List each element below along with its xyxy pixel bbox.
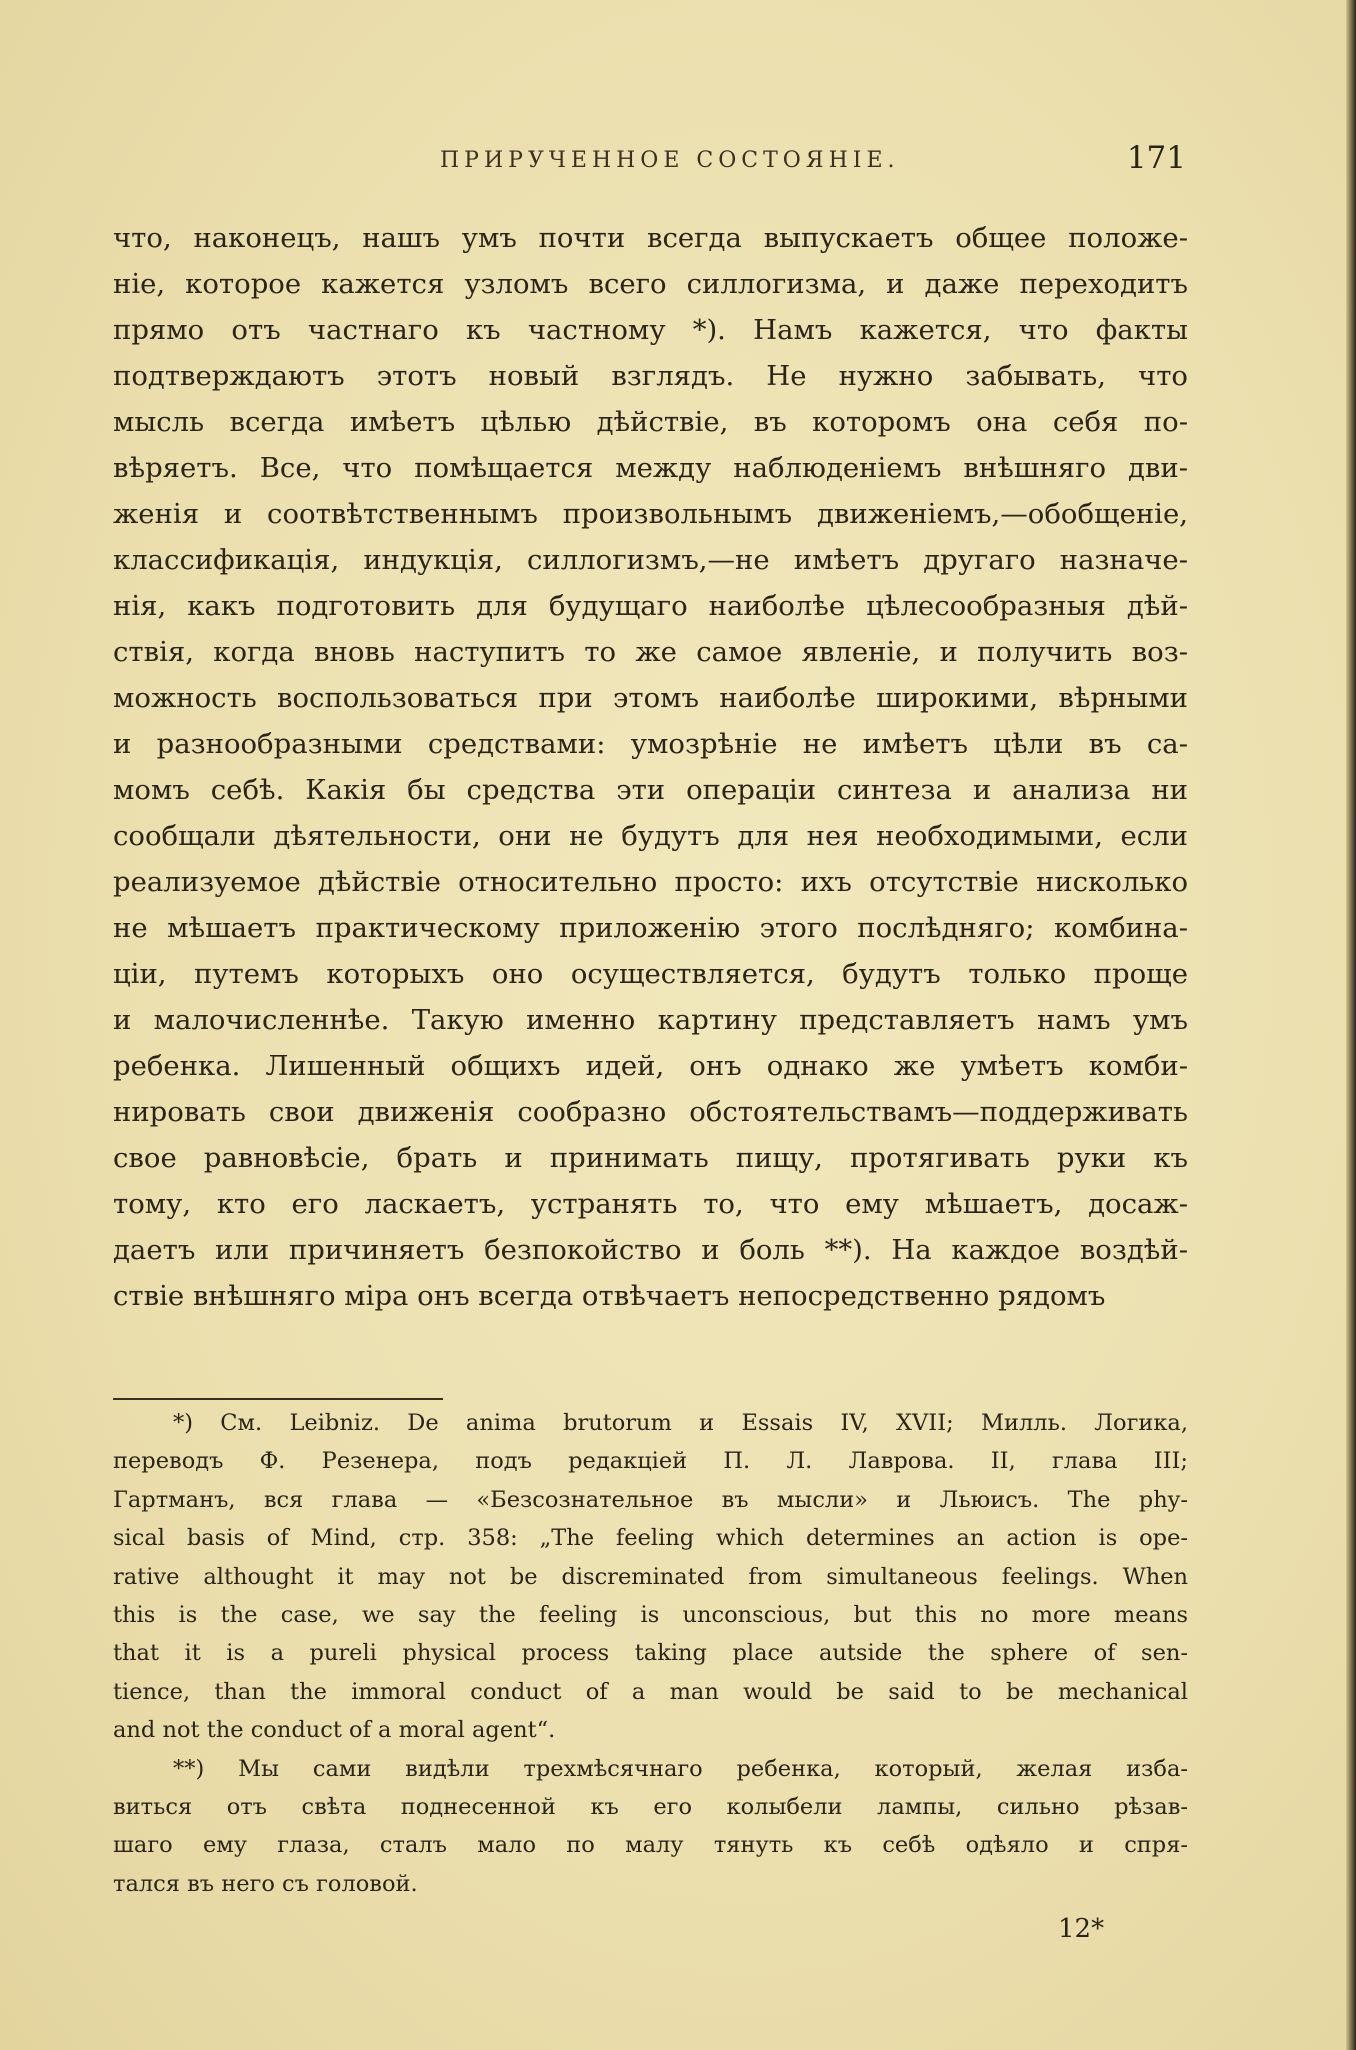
footnote-line: **) Мы сами видѣли трехмѣсячнаго ребенка, который, желая изба- <box>173 1755 1188 1782</box>
text-line: и малочисленнѣе. Такую именно картину представляетъ намъ умъ <box>113 1004 1188 1036</box>
text-line: прямо отъ частнаго къ частному *). Намъ кажется, что факты <box>113 314 1188 346</box>
text-line: и разнообразными средствами: умозрѣніе не имѣетъ цѣли въ са- <box>113 728 1188 760</box>
page-edge-shadow <box>1346 0 1356 2050</box>
footnotes <box>113 1404 1188 1903</box>
text-line: ствія, когда вновь наступитъ то же самое явленіе, и получить воз- <box>113 636 1188 668</box>
footnote-line: *) См. Leibniz. De anima brutorum и Essais IV, XVII; Милль. Логика, <box>173 1410 1188 1436</box>
signature-mark: 12* <box>1058 1914 1105 1944</box>
text-line: свое равновѣсіе, брать и принимать пищу, протягивать руки къ <box>113 1142 1188 1174</box>
text-line: момъ себѣ. Какія бы средства эти операціи синтеза и анализа ни <box>113 774 1188 806</box>
footnote-line: тался въ него съ головой. <box>113 1870 418 1897</box>
footnote-line: this is the case, we say the feeling is unconscious, but this no more means <box>113 1601 1188 1628</box>
text-line: ціи, путемъ которыхъ оно осуществляется, будутъ только проще <box>113 958 1188 990</box>
footnote-line: tience, than the immoral conduct of a man would be said to be mechanical <box>113 1678 1188 1705</box>
text-line: нировать свои движенія сообразно обстоятельствамъ—поддерживать <box>113 1096 1188 1128</box>
footnote-line: rative althought it may not be discreminated from simultaneous feelings. When <box>113 1563 1188 1590</box>
main-text <box>113 215 1188 1319</box>
text-line: нія, какъ подготовить для будущаго наиболѣе цѣлесообразныя дѣй- <box>113 590 1188 622</box>
footnote-line: sical basis of Mind, стр. 358: „The feeling which determines an action is ope- <box>113 1525 1188 1552</box>
footnote-line: Гартманъ, вся глава — «Безсознательное въ мысли» и Льюисъ. The phy- <box>113 1486 1188 1513</box>
text-line: классификація, индукція, силлогизмъ,—не имѣетъ другаго назначе- <box>113 544 1188 576</box>
text-line: вѣряетъ. Все, что помѣщается между наблюденіемъ внѣшняго дви- <box>113 452 1188 484</box>
footnote-rule <box>113 1398 443 1400</box>
text-line: ствіе внѣшняго міра онъ всегда отвѣчаетъ непосредственно рядомъ <box>113 1280 1106 1312</box>
footnote-line: виться отъ свѣта поднесенной къ его колыбели лампы, сильно рѣзав- <box>113 1793 1188 1820</box>
footnote-line: and not the conduct of a moral agent“. <box>113 1717 556 1744</box>
text-line: подтверждаютъ этотъ новый взглядъ. Не нужно забывать, что <box>113 360 1188 392</box>
text-line: мысль всегда имѣетъ цѣлью дѣйствіе, въ которомъ она себя по- <box>113 406 1188 438</box>
running-title: ПРИРУЧЕННОЕ СОСТОЯНІЕ. <box>440 148 900 173</box>
page-number: 171 <box>1126 140 1186 176</box>
text-line: не мѣшаетъ практическому приложенію этого послѣдняго; комбина- <box>113 912 1188 944</box>
text-line: что, наконецъ, нашъ умъ почти всегда выпускаетъ общее положе- <box>113 222 1188 254</box>
text-line: реализуемое дѣйствіе относительно просто: ихъ отсутствіе нисколько <box>113 866 1188 898</box>
text-line: можность воспользоваться при этомъ наиболѣе широкими, вѣрными <box>113 682 1188 714</box>
footnote-line: шаго ему глаза, сталъ мало по малу тянуть къ себѣ одѣяло и спря- <box>113 1832 1188 1859</box>
footnote-line: that it is a pureli physical process taking place autside the sphere of sen- <box>113 1640 1188 1667</box>
text-line: ніе, которое кажется узломъ всего силлогизма, и даже переходитъ <box>113 268 1188 300</box>
footnote-line: переводъ Ф. Резенера, подъ редакціей П. Л. Лаврова. II, глава III; <box>113 1448 1188 1475</box>
text-line: даетъ или причиняетъ безпокойство и боль **). На каждое воздѣй- <box>113 1234 1188 1266</box>
text-line: тому, кто его ласкаетъ, устранять то, что ему мѣшаетъ, досаж- <box>113 1188 1188 1220</box>
text-line: женія и соотвѣтственнымъ произвольнымъ движеніемъ,—обобщеніе, <box>113 498 1188 530</box>
text-line: сообщали дѣятельности, они не будутъ для нея необходимыми, если <box>113 820 1188 852</box>
text-line: ребенка. Лишенный общихъ идей, онъ однако же умѣетъ комби- <box>113 1050 1188 1082</box>
